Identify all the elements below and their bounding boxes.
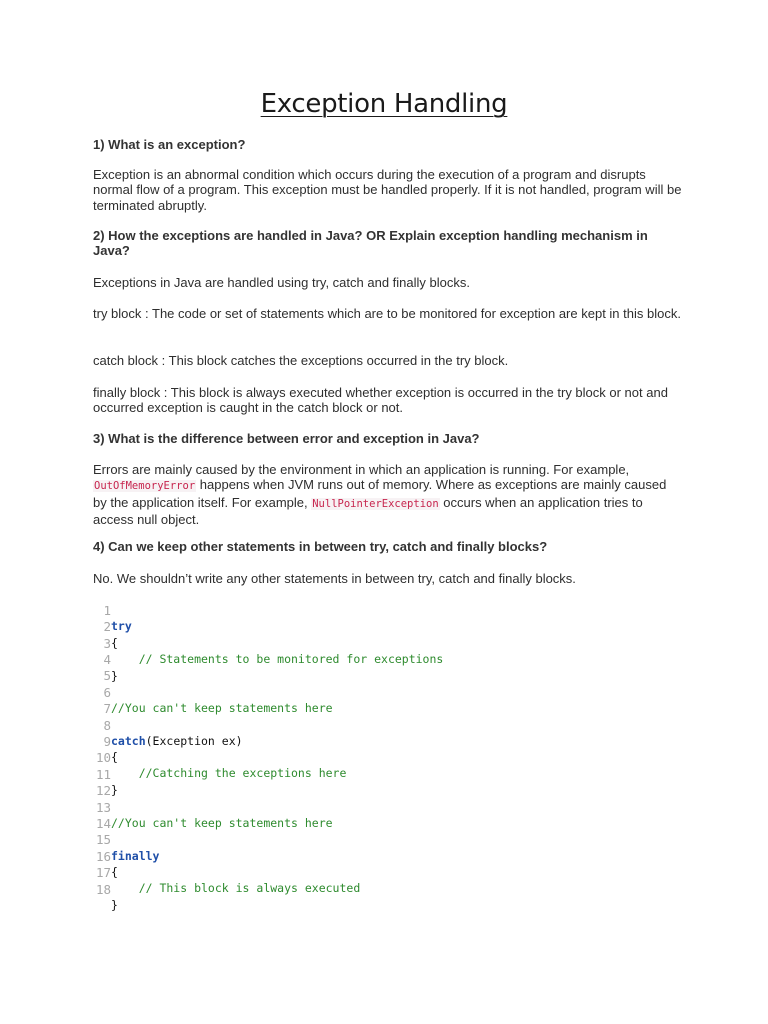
- answer-1-paragraph: Exception is an abnormal condition which occurs during the execution of a program and disrupts normal flow of a program. This exception must be handled properly. If it is not handled, program will be terminated abruptly.: [93, 167, 682, 213]
- code-line-number: 6: [103, 685, 111, 700]
- inline-code-null-pointer-exception: NullPointerException: [312, 497, 439, 510]
- code-line-text: [111, 734, 243, 748]
- answer-2-paragraph-3: catch block : This block catches the exceptions occurred in the try block.: [93, 353, 509, 368]
- answer-3-text-2: happens when JVM runs out of memory. Where as exceptions are mainly caused by the application itself. For example,: [93, 477, 667, 510]
- code-line-number: 13: [95, 800, 111, 815]
- code-line-number: 2: [103, 619, 111, 634]
- answer-2-paragraph-1: Exceptions in Java are handled using try, catch and finally blocks.: [93, 275, 470, 290]
- code-line-text: }: [111, 898, 118, 912]
- code-line-text: // This block is always executed: [111, 881, 361, 895]
- code-keyword: catch: [111, 734, 146, 748]
- code-line-number: 11: [95, 767, 111, 782]
- code-line-text: }: [111, 783, 118, 797]
- code-line-number: 14: [95, 816, 111, 831]
- question-3: 3) What is the difference between error and exception in Java?: [93, 431, 480, 446]
- code-line-text: {: [111, 865, 118, 879]
- code-line-number: 10: [95, 750, 111, 765]
- answer-4-paragraph: No. We shouldn’t write any other statements in between try, catch and finally blocks.: [93, 571, 576, 586]
- code-line-number: 5: [103, 668, 111, 683]
- code-line-text: //You can't keep statements here: [111, 701, 333, 715]
- code-line-number: 1: [103, 603, 111, 618]
- answer-3-text-1: Errors are mainly caused by the environment in which an application is running. For example,: [93, 462, 630, 477]
- code-line-number: 7: [103, 701, 111, 716]
- question-1: 1) What is an exception?: [93, 137, 246, 152]
- page-title: Exception Handling: [260, 89, 508, 119]
- code-block: [94, 603, 594, 913]
- answer-2-paragraph-4: finally block : This block is always executed whether exception is occurred in the try block or not and occurred exception is caught in the catch block or not.: [93, 385, 668, 416]
- question-2: 2) How the exceptions are handled in Java? OR Explain exception handling mechanism in Java?: [93, 228, 648, 259]
- code-line-number: 18: [95, 882, 111, 897]
- code-line-number: 8: [103, 718, 111, 733]
- code-line-text: //Catching the exceptions here: [111, 766, 347, 780]
- code-text: (Exception ex): [145, 734, 243, 748]
- code-line-text: try: [111, 619, 132, 633]
- answer-3-text-3: occurs when an application tries to access null object.: [93, 494, 643, 527]
- code-line-number: 3: [103, 636, 111, 651]
- code-line-number: 16: [95, 849, 111, 864]
- question-4: 4) Can we keep other statements in between try, catch and finally blocks?: [93, 539, 548, 554]
- code-line-text: {: [111, 636, 118, 650]
- answer-2-paragraph-2: try block : The code or set of statements which are to be monitored for exception are kept in this block.: [93, 306, 681, 321]
- code-line-number: 9: [103, 734, 111, 749]
- code-line-text: // Statements to be monitored for exceptions: [111, 652, 444, 666]
- code-line-number: 12: [95, 783, 111, 798]
- answer-3-paragraph: [93, 462, 683, 527]
- code-line-number: 17: [95, 865, 111, 880]
- code-line-number: 15: [95, 832, 111, 847]
- code-line-text: {: [111, 750, 118, 764]
- code-line-text: finally: [111, 849, 160, 863]
- inline-code-out-of-memory-error: OutOfMemoryError: [94, 480, 196, 493]
- code-line-number: 4: [103, 652, 111, 667]
- code-line-text: }: [111, 669, 118, 683]
- code-line-text: //You can't keep statements here: [111, 816, 333, 830]
